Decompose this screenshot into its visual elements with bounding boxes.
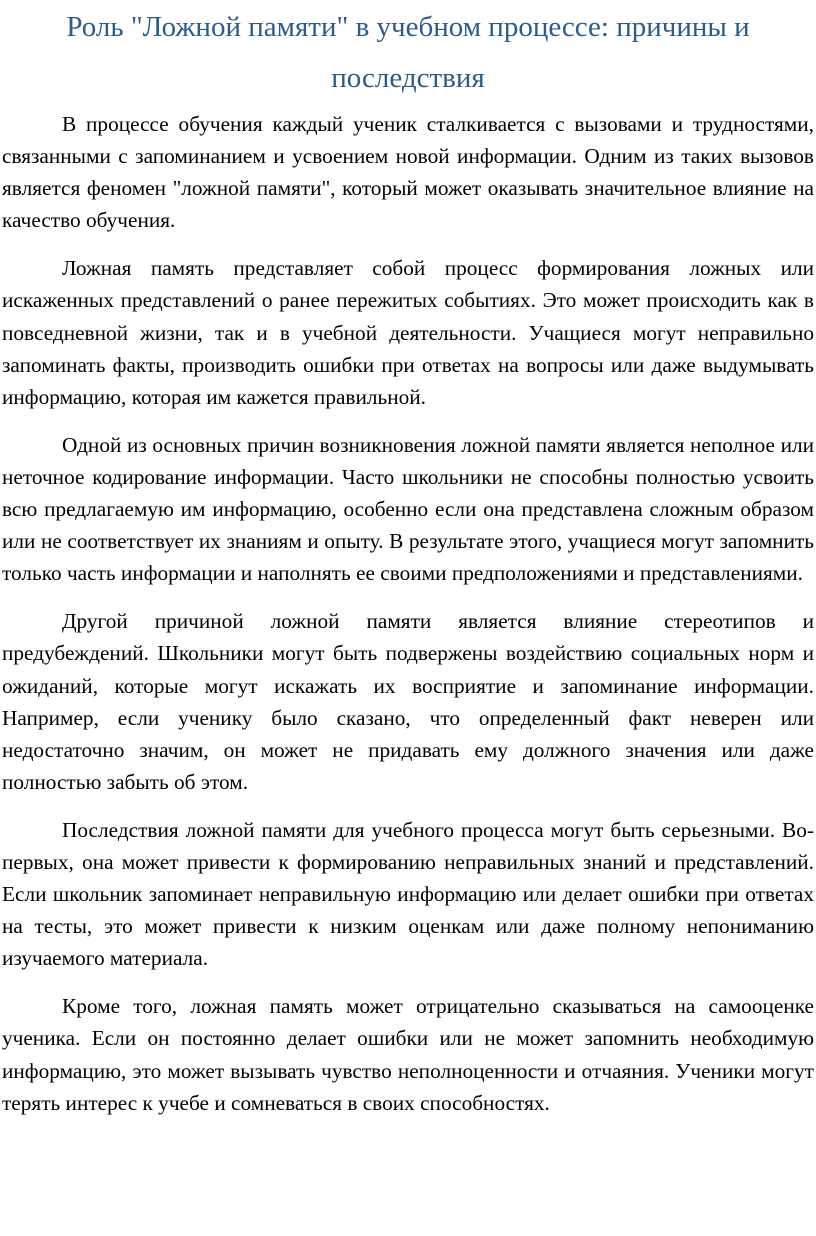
paragraph-2: Ложная память представляет собой процесс формирования ложных или искаженных представлений о ранее пережитых событиях. Это может происходить как в повседневной жизни, так и в учебной деятельности. Учащиеся могут неправильно запоминать факты, производить ошибки при ответах на вопросы или даже выдумывать информацию, которая им кажется правильной. [2,256,814,409]
document-title: Роль "Ложной памяти" в учебном процессе: причины и последствия [66,11,750,94]
paragraph-5: Последствия ложной памяти для учебного процесса могут быть серьезными. Во-первых, она может привести к формированию неправильных знаний и представлений. Если школьник запоминает неправильную информацию или делает ошибки при ответах на тесты, это может привести к низким оценкам или даже полному непониманию изучаемого материала. [2,817,814,971]
paragraph-4: Другой причиной ложной памяти является влияние стереотипов и предубеждений. Школьники могут быть подвержены воздействию социальных норм и ожиданий, которые могут искажать их восприятие и запоминание информации. Например, если ученику было сказано, что определенный факт неверен или недостаточно значим, он может не придавать ему должного значения или даже полностью забыть об этом. [2,609,814,794]
paragraph-3: Одной из основных причин возникновения ложной памяти является неполное или неточное кодирование информации. Часто школьники не способны полностью усвоить всю предлагаемую им информацию, особенно если она представлена сложным образом или не соответствует их знаниям и опыту. В результате этого, учащиеся могут запомнить только часть информации и наполнять ее своими предположениями и представлениями. [2,432,814,586]
paragraph-6: Кроме того, ложная память может отрицательно сказываться на самооценке ученика. Если он постоянно делает ошибки или не может запомнить необходимую информацию, это может вызывать чувство неполноценности и отчаяния. Ученики могут терять интерес к учебе и сомневаться в своих способностях. [2,994,814,1115]
paragraph-1: В процессе обучения каждый ученик сталкивается с вызовами и трудностями, связанными с запоминанием и усвоением новой информации. Одним из таких вызовов является феномен "ложной памяти", который может оказывать значительное влияние на качество обучения. [2,112,814,233]
